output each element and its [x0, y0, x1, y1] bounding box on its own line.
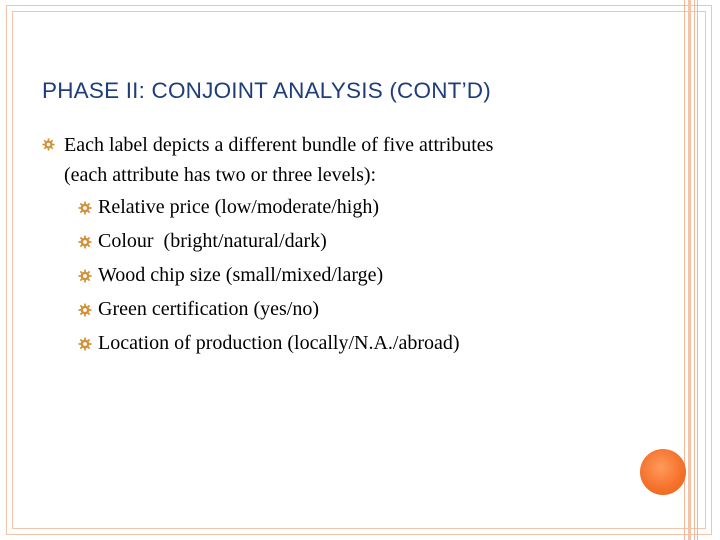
slide-body [42, 130, 662, 360]
attribute-label: Colour (bright/natural/dark) [98, 230, 327, 252]
right-decorative-bars [684, 0, 698, 540]
main-bullet-line-1: Each label depicts a different bundle of five attributes [64, 134, 494, 156]
attribute-item-wood-chip-size [42, 258, 662, 292]
gear-icon [78, 269, 92, 283]
attribute-label: Green certification (yes/no) [98, 298, 320, 320]
gear-icon [78, 337, 92, 351]
attribute-label: Location of production (locally/N.A./abroad) [98, 332, 460, 354]
gear-icon [78, 201, 92, 215]
gear-icon [42, 138, 55, 151]
slide-title: PHASE II: CONJOINT ANALYSIS (CONT’D) [42, 78, 491, 103]
attribute-item-colour [42, 224, 662, 258]
attribute-item-location [42, 326, 662, 360]
gear-icon [78, 303, 92, 317]
attribute-item-green-certification [42, 292, 662, 326]
attribute-label: Wood chip size (small/mixed/large) [98, 264, 384, 286]
attribute-item-relative-price [42, 190, 662, 224]
attribute-list [42, 190, 662, 360]
decorative-orange-circle [640, 449, 686, 495]
attribute-label: Relative price (low/moderate/high) [98, 196, 380, 218]
main-bullet [42, 130, 662, 190]
main-bullet-line-2: (each attribute has two or three levels): [64, 164, 377, 186]
gear-icon [78, 235, 92, 249]
